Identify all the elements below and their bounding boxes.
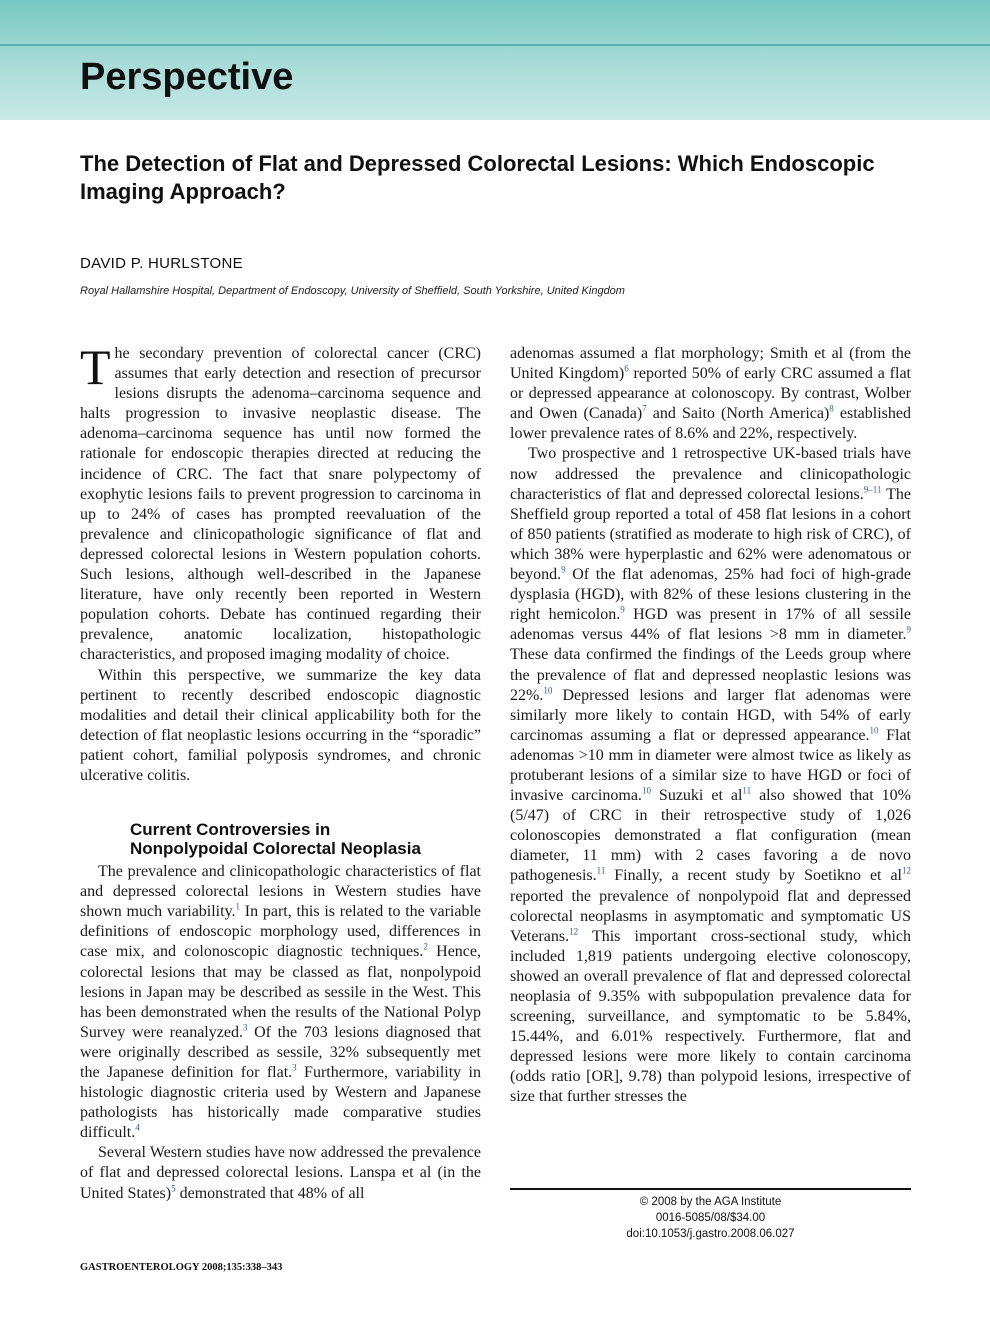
reference-link[interactable]: 12 xyxy=(569,926,579,937)
reference-link[interactable]: 8 xyxy=(829,403,834,414)
section-paragraph-1: The prevalence and clinicopathologic characteristics of flat and depressed colorectal lesions in Western studies have shown much variability.$^1$ In part, this is related to the variable definitions of endoscopic morphology used, differences in case mix, and colonoscopic diagnostic techniques.$^2$ Hence, colorectal lesions that may be classed as flat, nonpolypoid lesions in Japan may be described as sessile in the West. This has been demonstrated when the results of the National Polyp Survey were reanalyzed.$^3$ Of the 703 lesions diagnosed that were originally described as sessile, 32% subsequently met the Japanese definition for flat.$^3$ Furthermore, variability in histologic diagnostic criteria used by Western and Japanese pathologists has historically made comparative studies difficult.$^4$ xyxy=(80,863,482,1142)
reference-link[interactable]: 11 xyxy=(742,785,752,796)
reference-link[interactable]: 10 xyxy=(641,785,651,796)
reference-link[interactable]: 6 xyxy=(624,363,629,374)
drop-cap: T xyxy=(80,339,111,395)
reference-link[interactable]: 3 xyxy=(292,1062,297,1073)
left-column xyxy=(80,339,482,1204)
issn-line: 0016-5085/08/$34.00 xyxy=(655,1212,766,1224)
reference-link[interactable]: 1 xyxy=(235,901,241,912)
reference-link[interactable]: 5 xyxy=(171,1183,176,1194)
right-column xyxy=(510,344,911,1108)
reference-link[interactable]: 3 xyxy=(242,1022,248,1033)
reference-link[interactable]: 9 xyxy=(561,564,566,575)
reference-link[interactable]: 10 xyxy=(869,725,879,736)
uk-trials-paragraph: Two prospective and 1 retrospective UK-based trials have now addressed the prevalence and clinicopathologic characteristics of flat and depressed colorectal lesions.$^{9-11}$ The Sheffield group reported a total of 458 flat lesions in a cohort of 850 patients (stratified as moderate to high risk of CRC), of which 38% were hyperplastic and 62% were adenomatous or beyond.$^9$ Of the flat adenomas, 25% had foci of high-grade dysplasia (HGD), with 82% of these lesions clustering in the right hemicolon.$^9$ HGD was present in 17% of all sessile adenomas versus 44% of flat lesions >8 mm in diameter.$^9$ These data confirmed the findings of the Leeds group where the prevalence of flat and depressed neoplastic lesions was 22%.$^{10}$ Depressed lesions and larger flat adenomas were similarly more likely to contain HGD, with 54% of early carcinomas assuming a flat or depressed appearance.$^{10}$ Flat adenomas >10 mm in diameter were almost twice as likely as protuberant lesions of a similar size to have HGD or foci of invasive carcinoma.$^{10}$ Suzuki et $al^{11}$ also showed that 10% (5/47) of CRC in their retrospective study of 1,026 colonoscopies demonstrated a flat configuration (mean diameter, 11 mm) with 2 cases favoring a de novo pathogenesis.$^{11}$ Finally, a recent study by Soetikno et $al^{12}$ reported the prevalence of nonpolypoid flat and depressed colorectal neoplasms in asymptomatic and symptomatic US Veterans.$^{12}$ This important cross-sectional study, which included 1,819 patients undergoing elective colonoscopy, showed an overall prevalence of flat and depressed colorectal neoplasia of 9.35% with subpopulation prevalence data for screening, surveillance, and symptomatic to be 5.84%, 15.44%, and 6.01% respectively. Furthermore, flat and depressed lesions were more likely to contain carcinoma (odds ratio [OR], 9.78) than polypoid lesions, irrespective of size that further stresses the xyxy=(510,445,911,1106)
article-title: The Detection of Flat and Depressed Colorectal Lesions: Which Endoscopic Imaging Approach? xyxy=(80,151,875,204)
reference-link[interactable]: 10 xyxy=(543,685,553,696)
reference-link[interactable]: 4 xyxy=(135,1122,140,1133)
reference-link[interactable]: 9 xyxy=(906,624,911,635)
section-heading: Current Controversies in Nonpolypoidal Colorectal Neoplasia xyxy=(130,820,421,859)
intro-paragraph-1: The secondary prevention of colorectal cancer (CRC) assumes that early detection and resection of precursor lesions disrupts the adenoma–carcinoma sequence and halts progression to invasive neoplastic disease. The adenoma–carcinoma sequence has until now formed the rationale for endoscopic therapies directed at reducing the incidence of CRC. The fact that snare polypectomy of exophytic lesions fails to prevent progression to carcinoma in up to 24% of cases has prompted reevaluation of the prevalence and clinicopathologic significance of flat and depressed colorectal lesions in Western population cohorts. Such lesions, although well-described in the Japanese literature, have only recently been reported in Western population cohorts. Debate has continued regarding their prevalence, anatomic localization, histopathologic characteristics, and proposed imaging modality of choice. xyxy=(80,339,481,664)
header-banner xyxy=(0,0,990,120)
doi-link[interactable]: doi:10.1053/j.gastro.2008.06.027 xyxy=(626,1228,795,1240)
author-affiliation: Royal Hallamshire Hospital, Department of Endoscopy, University of Sheffield, South Yorkshire, United Kingdom xyxy=(80,285,625,297)
section-paragraph-2: Several Western studies have now addressed the prevalence of flat and depressed colorectal lesions. Lanspa et al (in the United States)$^5$ demonstrated that 48% of all xyxy=(80,1144,481,1202)
reference-link[interactable]: 2 xyxy=(423,942,428,953)
copyright-box xyxy=(510,1188,911,1242)
reference-link[interactable]: 9 xyxy=(620,604,625,615)
section-label: Perspective xyxy=(80,56,294,98)
copyright-line: © 2008 by the AGA Institute xyxy=(639,1196,782,1208)
intro-paragraph-2: Within this perspective, we summarize the key data pertinent to recently described endoscopic diagnostic modalities and detail their clinical applicability both for the detection of flat neoplastic lesions occurring in the “sporadic” patient cohort, familial polyposis syndromes, and chronic ulcerative colitis. xyxy=(80,666,481,784)
banner-rule xyxy=(0,44,990,46)
journal-citation: GASTROENTEROLOGY 2008;135:338–343 xyxy=(80,1262,283,1273)
reference-link[interactable]: 9–11 xyxy=(863,484,882,495)
continued-paragraph: adenomas assumed a flat morphology; Smith et al (from the United Kingdom)$^6$ reported 50% of early CRC assumed a flat or depressed appearance at colonoscopy. By contrast, Wolber and Owen (Canada)$^7$ and Saito (North America)$^8$ established lower prevalence rates of 8.6% and 22%, respectively. xyxy=(510,345,912,443)
reference-link[interactable]: 12 xyxy=(902,866,911,877)
author-name: DAVID P. HURLSTONE xyxy=(80,255,243,272)
reference-link[interactable]: 11 xyxy=(596,866,606,877)
reference-link[interactable]: 7 xyxy=(642,403,647,414)
